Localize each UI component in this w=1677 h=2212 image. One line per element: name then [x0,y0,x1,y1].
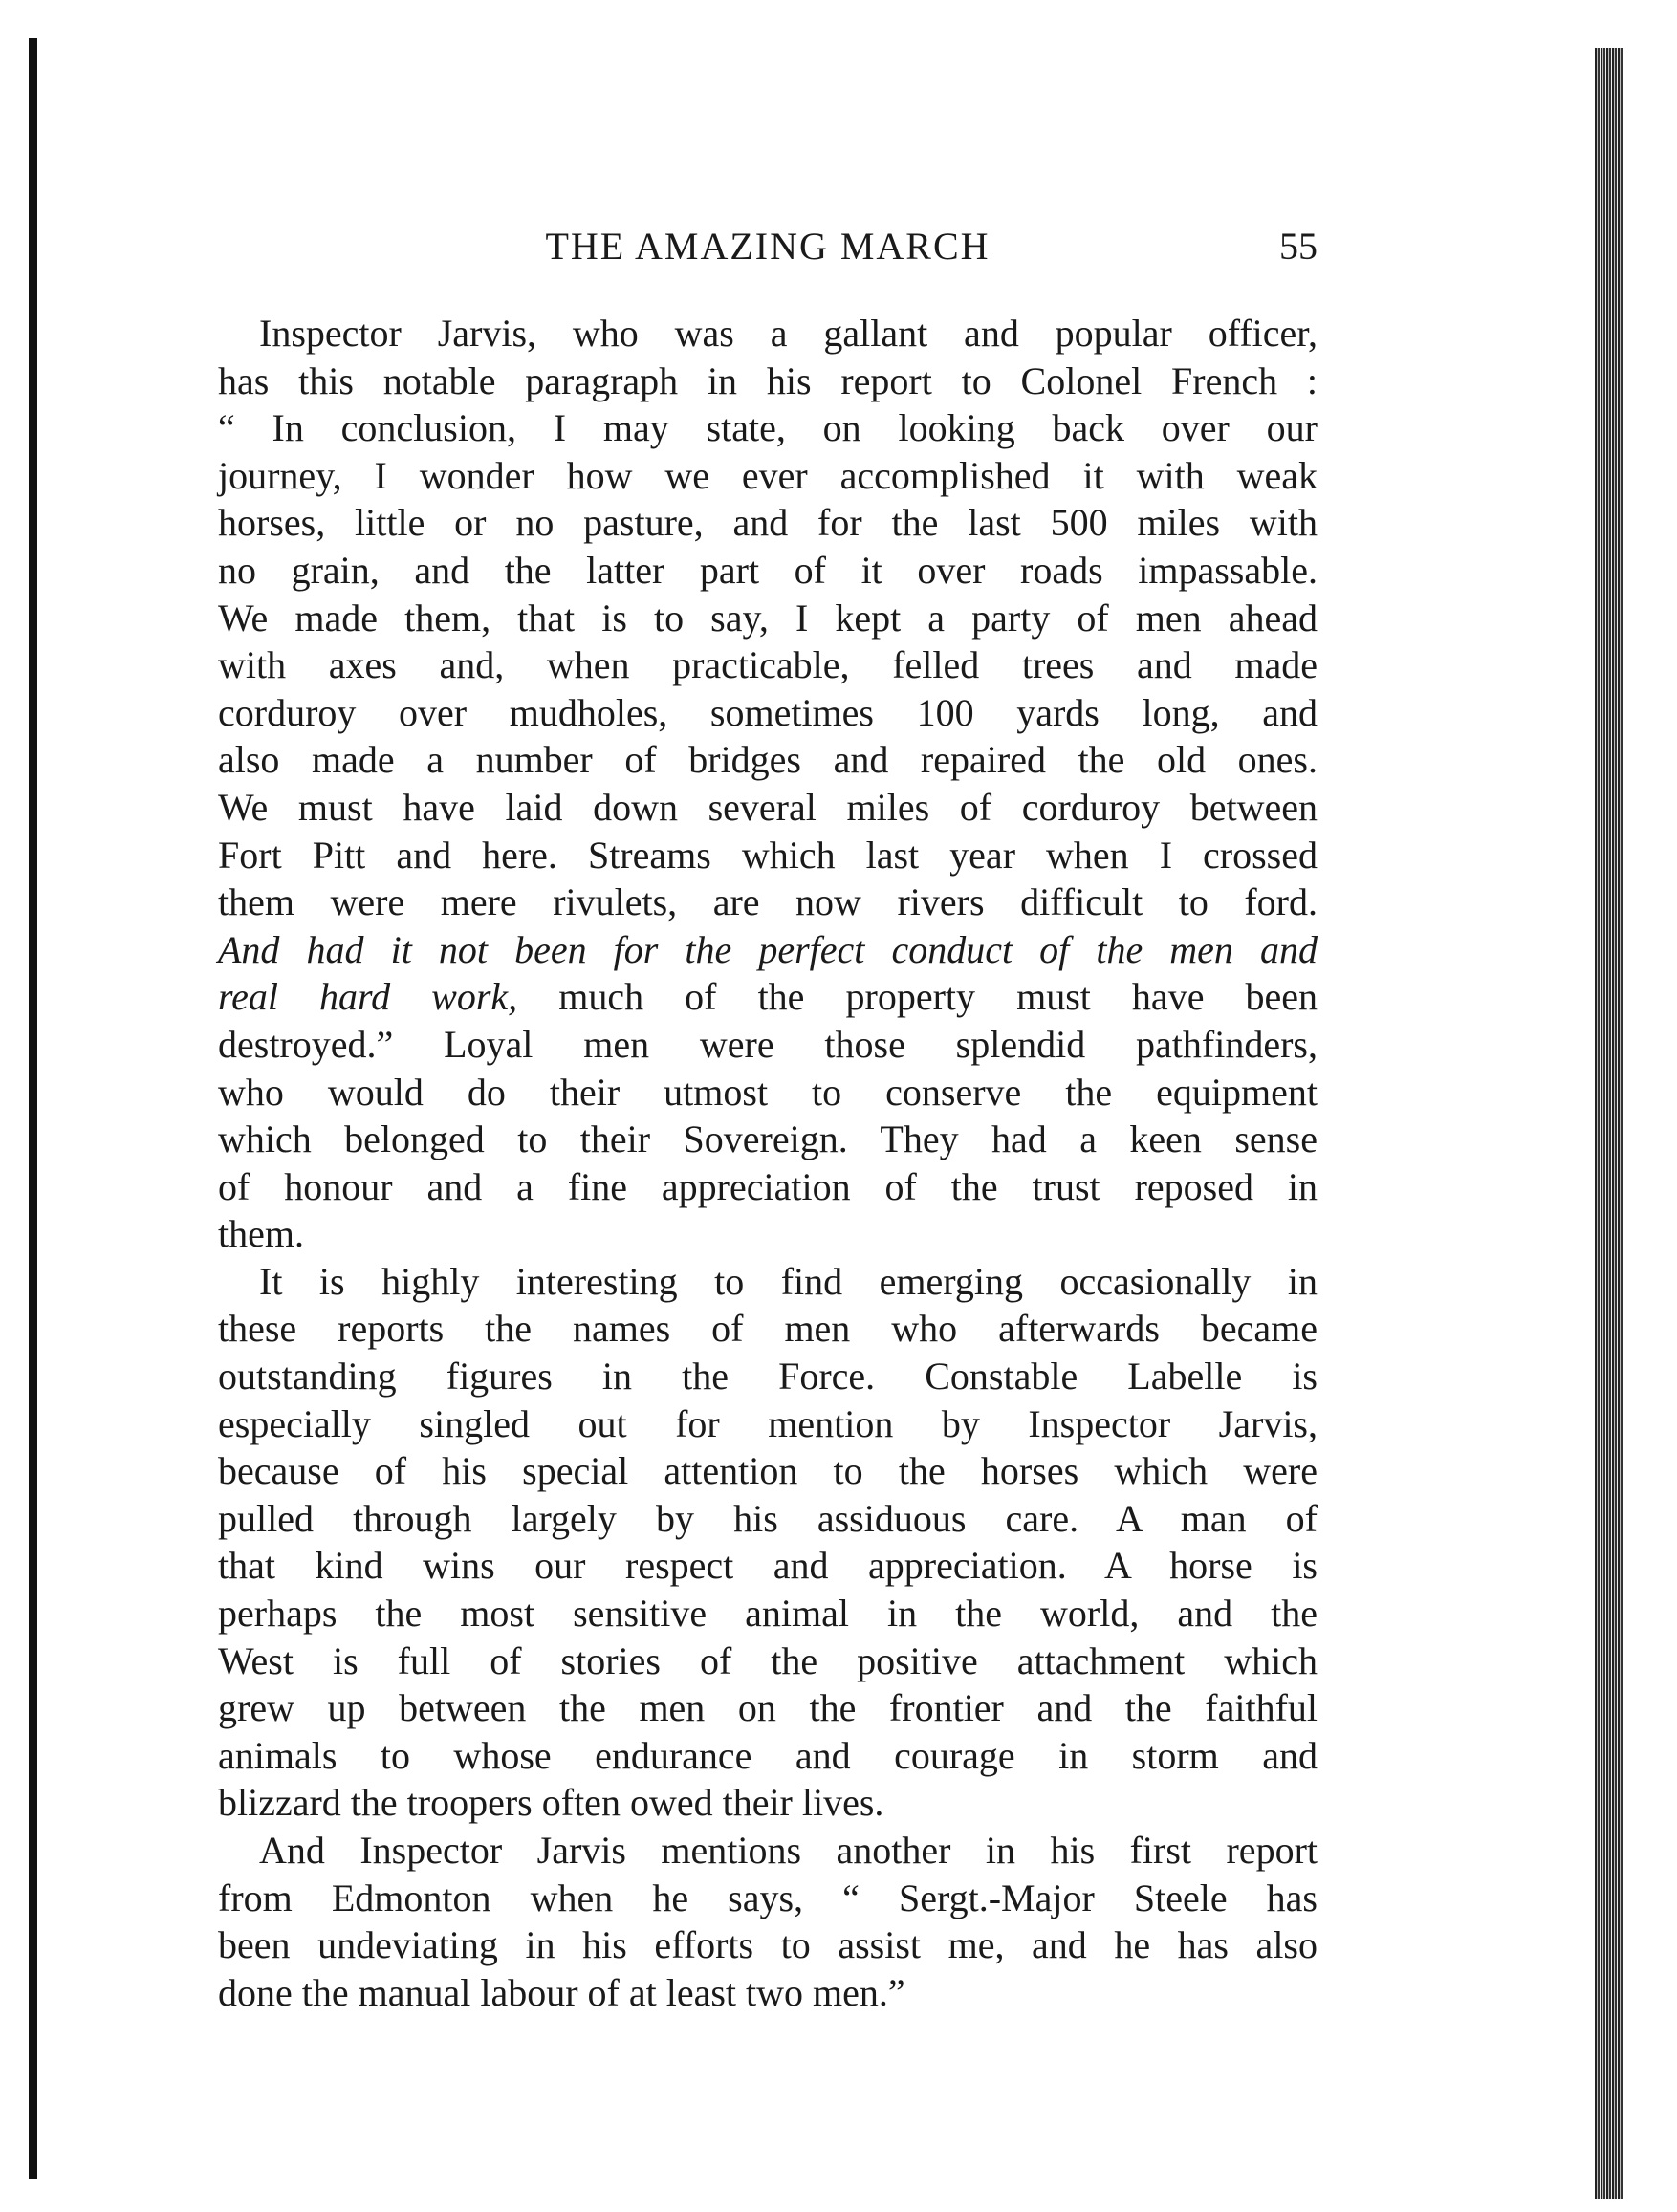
text-line: perhaps the most sensitive animal in the world, and the [218,1592,1318,1636]
text-line: animals to whose endurance and courage in storm and [218,1733,1318,1777]
text-line: been undeviating in his efforts to assist me, and he has also [218,1923,1318,1967]
roman-phrase: much of the property must have been [558,975,1318,1019]
text-line: also made a number of bridges and repaired the old ones. [218,738,1318,782]
left-binding-edge [29,38,37,2179]
page-number: 55 [1279,225,1318,268]
text-line: because of his special attention to the horses which were [218,1449,1318,1493]
text-line: pulled through largely by his assiduous care. A man of [218,1496,1318,1540]
text-line: done the manual labour of at least two men.” [218,1970,905,2014]
text-line: Fort Pitt and here. Streams which last year when I crossed [218,833,1318,877]
text-line: especially singled out for mention by Inspector Jarvis, [218,1401,1318,1445]
running-head [218,218,1318,275]
text-line: West is full of stories of the positive attachment which [218,1638,1318,1682]
text-line: We made them, that is to say, I kept a party of men ahead [218,596,1318,640]
text-line: has this notable paragraph in his report to Colonel French : [218,358,1318,402]
text-line: Inspector Jarvis, who was a gallant and popular officer, [259,312,1318,355]
right-page-edges [1595,48,1623,2199]
text-line: them were mere rivulets, are now rivers difficult to ford. [218,880,1318,924]
italic-text-line: And had it not been for the perfect conduct of the men and [218,927,1318,971]
text-line: corduroy over mudholes, sometimes 100 yards long, and [218,690,1318,734]
text-line: destroyed.” Loyal men were those splendid pathfinders, [218,1022,1318,1066]
mixed-text-line [218,973,1318,1021]
body-text [218,310,1318,2016]
text-line: them. [218,1212,304,1256]
text-line: who would do their utmost to conserve the equipment [218,1070,1318,1114]
text-line: of honour and a fine appreciation of the trust reposed in [218,1164,1318,1208]
text-line: And Inspector Jarvis mentions another in his first report [259,1829,1318,1872]
text-line: We must have laid down several miles of corduroy between [218,785,1318,829]
text-line: It is highly interesting to find emerging occasionally in [259,1259,1318,1303]
text-line: outstanding figures in the Force. Constable Labelle is [218,1355,1318,1399]
text-line: which belonged to their Sovereign. They had a keen sense [218,1117,1318,1161]
italic-phrase: real hard work, [218,975,518,1019]
text-line: these reports the names of men who afterwards became [218,1307,1318,1351]
text-line: horses, little or no pasture, and for the last 500 miles with [218,501,1318,545]
text-line: blizzard the troopers often owed their lives. [218,1781,884,1825]
text-line: from Edmonton when he says, “ Sergt.-Major Steele has [218,1876,1318,1919]
text-line: journey, I wonder how we ever accomplished it with weak [218,453,1318,497]
text-line: with axes and, when practicable, felled trees and made [218,643,1318,687]
text-line: grew up between the men on the frontier and the faithful [218,1686,1318,1730]
running-title: THE AMAZING MARCH [545,225,991,268]
text-line: “ In conclusion, I may state, on looking back over our [218,406,1318,450]
text-line: no grain, and the latter part of it over roads impassable. [218,548,1318,592]
text-line: that kind wins our respect and appreciation. A horse is [218,1544,1318,1588]
